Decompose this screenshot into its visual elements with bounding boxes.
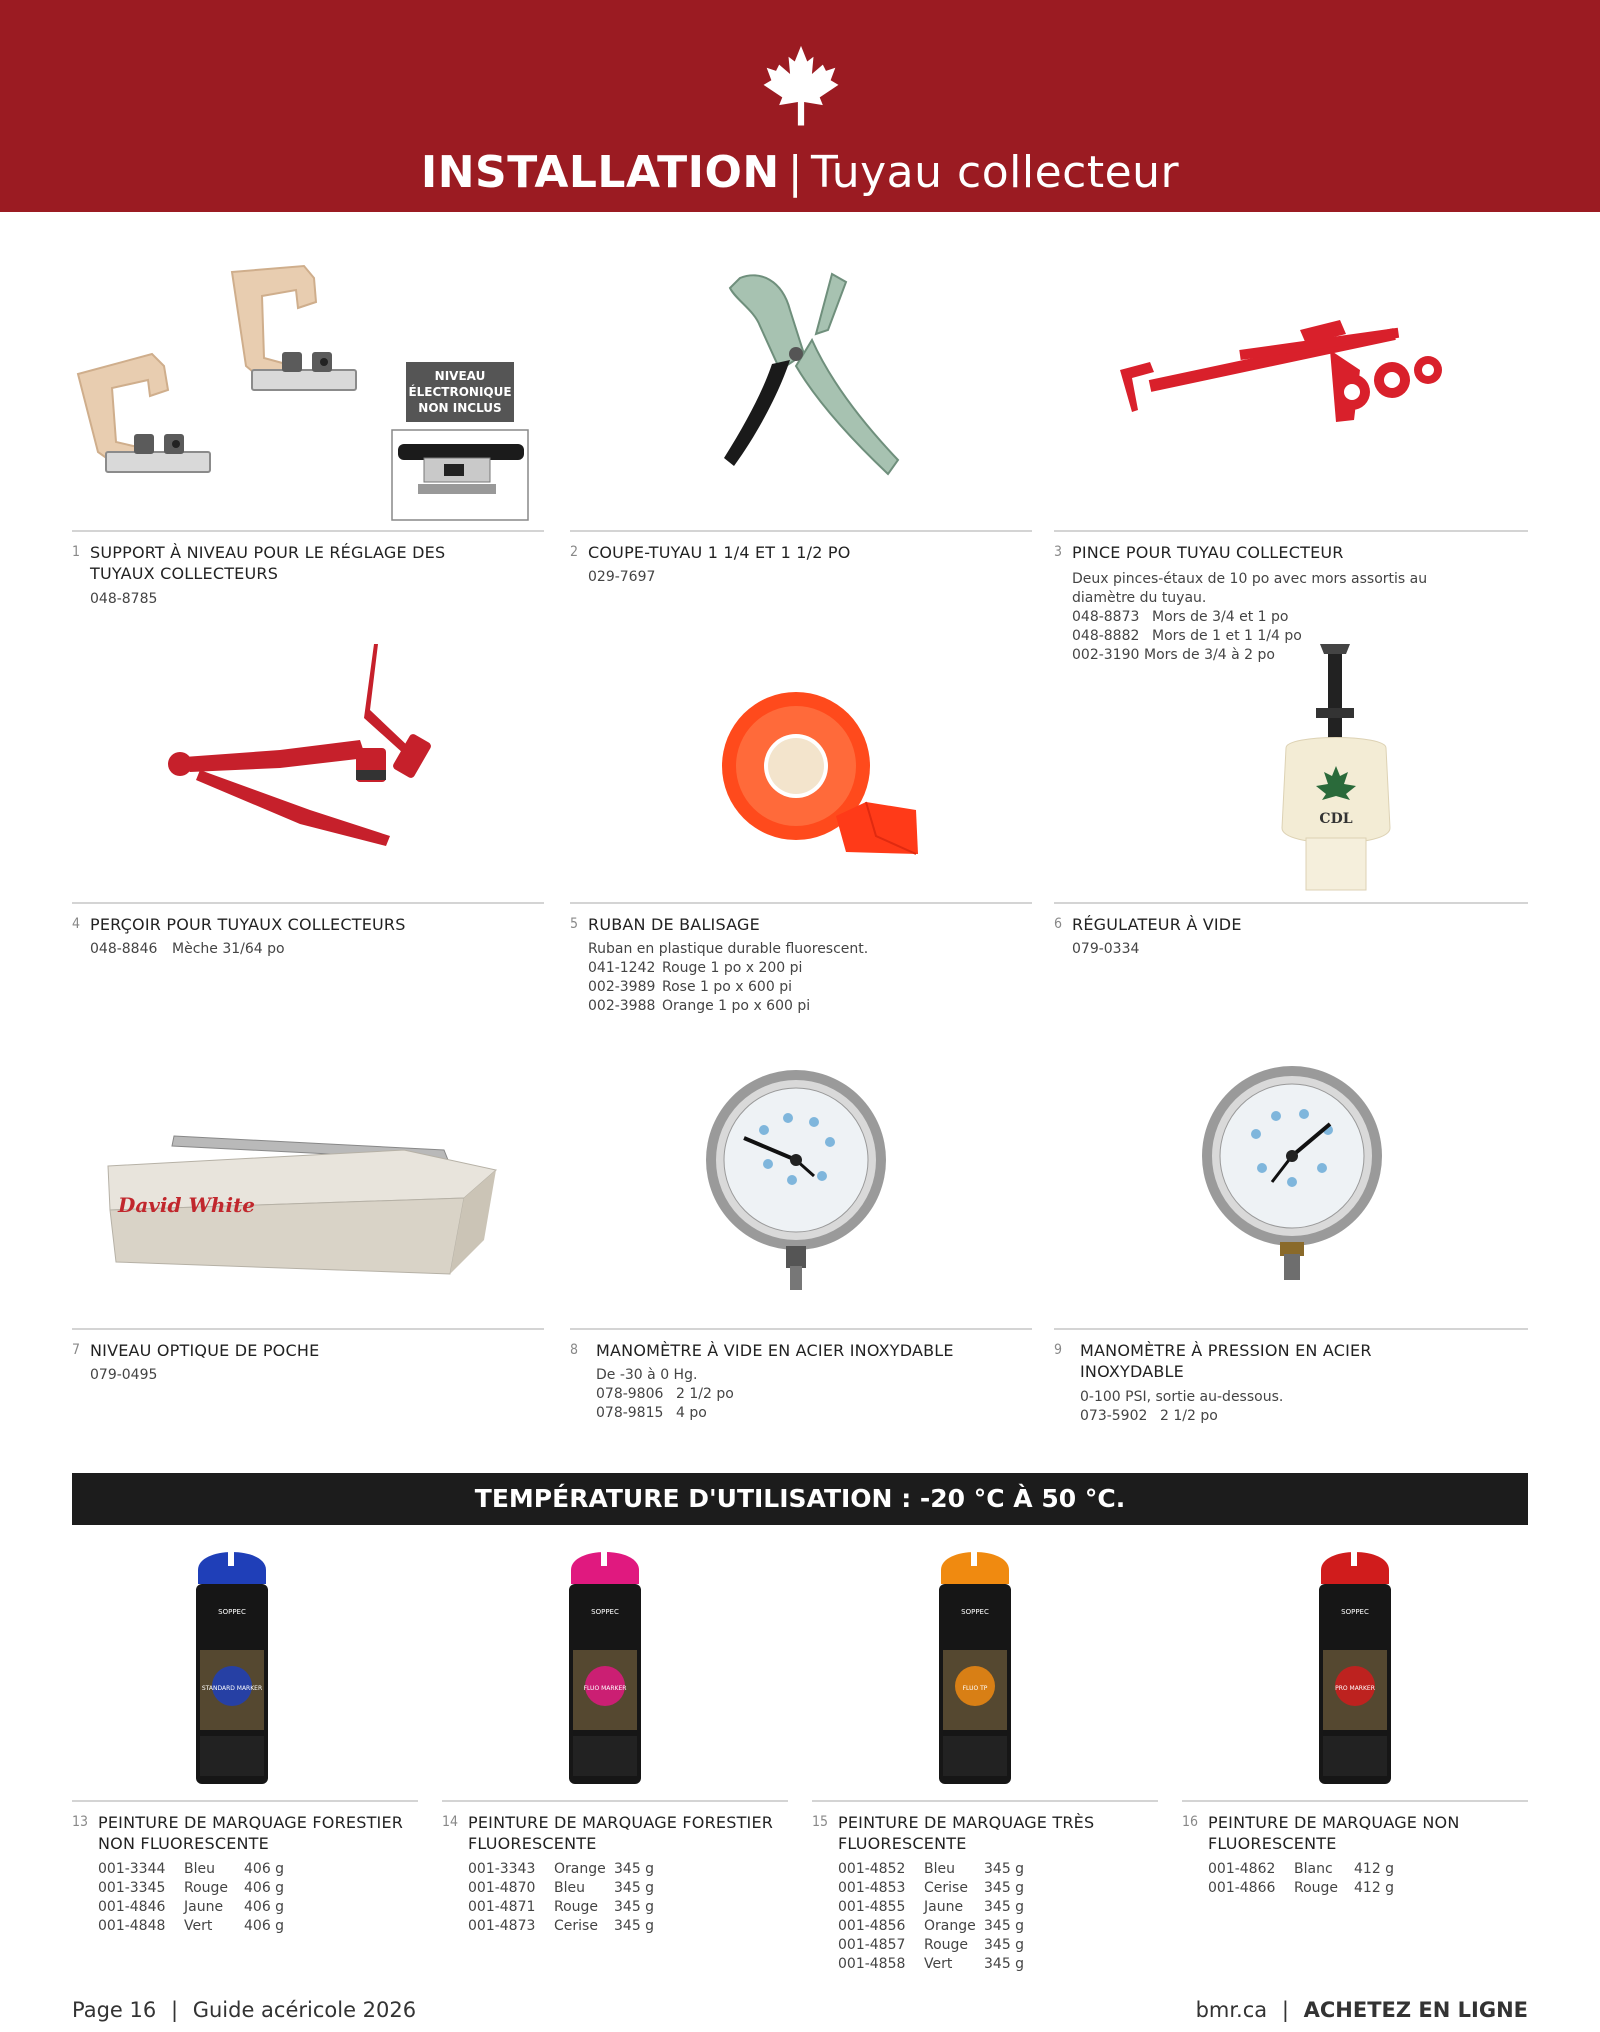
sku-code: 001-3343 xyxy=(468,1861,536,1877)
product-9 xyxy=(1054,1328,1528,1428)
product-number: 2 xyxy=(570,544,579,560)
divider xyxy=(570,530,1032,532)
sku-table xyxy=(1208,1860,1414,1898)
badge-line1: NIVEAU xyxy=(434,369,486,383)
sku-detail: 2 1/2 po xyxy=(676,1386,734,1402)
divider xyxy=(72,1328,544,1330)
divider xyxy=(72,1800,418,1802)
sku-row xyxy=(90,940,285,959)
can-brand-text: SOPPEC xyxy=(961,1608,989,1616)
divider xyxy=(72,530,544,532)
sku-table xyxy=(98,1860,304,1936)
product-sku: 029-7697 xyxy=(588,569,656,585)
sku-code: 001-4858 xyxy=(838,1956,906,1972)
product-number: 8 xyxy=(570,1342,579,1358)
level-support-image xyxy=(72,262,542,522)
sku-detail: Mors de 3/4 et 1 po xyxy=(1152,609,1289,625)
product-name-line2: INOXYDABLE xyxy=(1080,1362,1184,1381)
sku-weight: 345 g xyxy=(614,1880,655,1896)
sku-detail: Rose 1 po x 600 pi xyxy=(662,979,792,995)
product-2 xyxy=(570,530,1032,630)
level-brand-text: David White xyxy=(118,1193,256,1217)
sku-code: 078-9815 xyxy=(596,1405,664,1421)
product-name: PERÇOIR POUR TUYAUX COLLECTEURS xyxy=(90,915,406,934)
sku-color: Bleu xyxy=(924,1861,955,1877)
maple-leaf-icon xyxy=(762,44,840,132)
sku-weight: 345 g xyxy=(984,1861,1025,1877)
sku-detail: 2 1/2 po xyxy=(1160,1408,1218,1424)
paint-product-14 xyxy=(442,1800,788,1980)
footer-separator: | xyxy=(1281,1998,1289,2022)
divider xyxy=(1054,902,1528,904)
sku-code: 001-4846 xyxy=(98,1899,166,1915)
product-number: 15 xyxy=(812,1814,829,1830)
sku-code: 002-3988 xyxy=(588,998,656,1014)
sku-code: 001-4853 xyxy=(838,1880,906,1896)
sku-row xyxy=(1080,1407,1283,1426)
sku-weight: 345 g xyxy=(984,1880,1025,1896)
spray-can-image xyxy=(563,1540,647,1790)
sku-color: Jaune xyxy=(924,1899,964,1915)
product-name-line: FLUORESCENTE xyxy=(1208,1834,1337,1853)
temperature-banner: TEMPÉRATURE D'UTILISATION : -20 °C À 50 °C. xyxy=(72,1473,1528,1525)
sku-color: Blanc xyxy=(1294,1861,1333,1877)
product-number: 3 xyxy=(1054,544,1063,560)
sku-row xyxy=(838,1879,1044,1898)
sku-color: Orange xyxy=(924,1918,976,1934)
page-number: Page 16 xyxy=(72,1998,157,2022)
footer-separator: | xyxy=(170,1998,179,2022)
sku-code: 002-3190 xyxy=(1072,647,1140,663)
sku-row xyxy=(596,1404,734,1423)
product-description xyxy=(588,940,868,1016)
product-8 xyxy=(570,1328,1032,1428)
desc-line1: De -30 à 0 Hg. xyxy=(596,1367,698,1383)
spray-can-image xyxy=(190,1540,274,1790)
product-name xyxy=(468,1812,773,1854)
paint-product-15 xyxy=(812,1800,1158,1980)
product-number: 5 xyxy=(570,916,579,932)
badge-line2: ÉLECTRONIQUE xyxy=(408,385,512,399)
sku-weight: 406 g xyxy=(244,1899,285,1915)
sku-color: Orange xyxy=(554,1861,606,1877)
sku-code: 048-8846 xyxy=(90,941,158,957)
product-name-line1: MANOMÈTRE À PRESSION EN ACIER xyxy=(1080,1341,1372,1360)
can-brand-text: SOPPEC xyxy=(218,1608,246,1616)
product-sku: 048-8785 xyxy=(90,591,158,607)
sku-code: 001-4862 xyxy=(1208,1861,1276,1877)
sku-weight: 345 g xyxy=(984,1899,1025,1915)
product-name-line: PEINTURE DE MARQUAGE NON xyxy=(1208,1813,1460,1832)
pressure-gauge-image xyxy=(1200,1064,1386,1290)
product-name-line: NON FLUORESCENTE xyxy=(98,1834,269,1853)
sku-row xyxy=(838,1955,1044,1974)
sku-color: Jaune xyxy=(184,1899,224,1915)
product-4 xyxy=(72,902,544,982)
sku-row xyxy=(838,1936,1044,1955)
product-name-line: PEINTURE DE MARQUAGE FORESTIER xyxy=(98,1813,404,1832)
product-description xyxy=(596,1366,734,1423)
sku-weight: 406 g xyxy=(244,1918,285,1934)
sku-weight: 345 g xyxy=(984,1956,1025,1972)
sku-color: Rouge xyxy=(184,1880,229,1896)
product-name xyxy=(98,1812,403,1854)
sku-code: 001-4855 xyxy=(838,1899,906,1915)
product-sku: 079-0495 xyxy=(90,1367,158,1383)
sku-weight: 345 g xyxy=(614,1918,655,1934)
sku-row xyxy=(1072,608,1427,627)
site-link[interactable]: bmr.ca xyxy=(1195,1998,1268,2022)
sku-color: Vert xyxy=(184,1918,213,1934)
pipe-clamp-image xyxy=(1110,310,1460,450)
sku-code: 001-4856 xyxy=(838,1918,906,1934)
sku-color: Bleu xyxy=(184,1861,215,1877)
sku-code: 041-1242 xyxy=(588,960,656,976)
product-name xyxy=(838,1812,1094,1854)
sku-weight: 406 g xyxy=(244,1861,285,1877)
product-name-line1: SUPPORT À NIVEAU POUR LE RÉGLAGE DES xyxy=(90,543,446,562)
product-number: 1 xyxy=(72,544,81,560)
sku-detail: Mèche 31/64 po xyxy=(172,941,285,957)
sku-row xyxy=(838,1860,1044,1879)
product-name: NIVEAU OPTIQUE DE POCHE xyxy=(90,1341,320,1360)
sku-color: Rouge xyxy=(1294,1880,1339,1896)
sku-row xyxy=(838,1917,1044,1936)
footer-page-info xyxy=(72,1998,416,2022)
product-name-line: FLUORESCENTE xyxy=(468,1834,597,1853)
product-name-line2: TUYAUX COLLECTEURS xyxy=(90,564,279,583)
flagging-tape-image xyxy=(716,686,926,866)
sku-weight: 412 g xyxy=(1354,1861,1395,1877)
sku-row xyxy=(588,959,868,978)
title-light: Tuyau collecteur xyxy=(811,147,1180,198)
product-5 xyxy=(570,902,1032,1022)
desc-line1: Deux pinces-étaux de 10 po avec mors assortis au xyxy=(1072,571,1428,587)
sku-row xyxy=(468,1917,674,1936)
spray-can-image xyxy=(1313,1540,1397,1790)
product-number: 6 xyxy=(1054,916,1063,932)
product-name xyxy=(1080,1340,1372,1382)
product-name-line: PEINTURE DE MARQUAGE TRÈS xyxy=(838,1813,1095,1832)
product-name xyxy=(90,542,445,584)
sku-code: 001-4852 xyxy=(838,1861,906,1877)
product-name-line: PEINTURE DE MARQUAGE FORESTIER xyxy=(468,1813,774,1832)
page-title xyxy=(0,143,1600,203)
product-name xyxy=(1208,1812,1460,1854)
sku-color: Rouge xyxy=(924,1937,969,1953)
sku-detail: 4 po xyxy=(676,1405,707,1421)
sku-detail: Rouge 1 po x 200 pi xyxy=(662,960,803,976)
product-description xyxy=(1080,1388,1283,1426)
sku-weight: 345 g xyxy=(614,1861,655,1877)
sku-row xyxy=(1208,1860,1414,1879)
title-bold: INSTALLATION xyxy=(420,147,780,198)
sku-row xyxy=(468,1879,674,1898)
product-number: 16 xyxy=(1182,1814,1199,1830)
product-name: RÉGULATEUR À VIDE xyxy=(1072,915,1242,934)
can-label-text: STANDARD MARKER xyxy=(201,1685,263,1692)
product-number: 4 xyxy=(72,916,81,932)
optical-level-image xyxy=(104,1130,504,1290)
product-6 xyxy=(1054,902,1528,982)
pipe-cutter-image xyxy=(720,270,920,480)
product-name-line: FLUORESCENTE xyxy=(838,1834,967,1853)
sku-code: 001-4866 xyxy=(1208,1880,1276,1896)
sku-code: 001-3345 xyxy=(98,1880,166,1896)
can-brand-text: SOPPEC xyxy=(591,1608,619,1616)
sku-detail: Orange 1 po x 600 pi xyxy=(662,998,811,1014)
sku-color: Cerise xyxy=(554,1918,598,1934)
product-7 xyxy=(72,1328,544,1408)
sku-row xyxy=(98,1898,304,1917)
sku-table xyxy=(468,1860,674,1936)
divider xyxy=(812,1800,1158,1802)
divider xyxy=(442,1800,788,1802)
sku-code: 078-9806 xyxy=(596,1386,664,1402)
vacuum-gauge-image xyxy=(704,1068,890,1294)
product-name: COUPE-TUYAU 1 1/4 ET 1 1/2 PO xyxy=(588,543,851,562)
paint-product-16 xyxy=(1182,1800,1528,1980)
sku-color: Vert xyxy=(924,1956,953,1972)
sku-color: Cerise xyxy=(924,1880,968,1896)
sku-weight: 406 g xyxy=(244,1880,285,1896)
divider xyxy=(72,902,544,904)
sku-color: Rouge xyxy=(554,1899,599,1915)
spray-can-image xyxy=(933,1540,1017,1790)
sku-color: Bleu xyxy=(554,1880,585,1896)
footer-site-info xyxy=(1196,1998,1528,2022)
sku-code: 001-4871 xyxy=(468,1899,536,1915)
sku-detail: Mors de 3/4 à 2 po xyxy=(1144,647,1275,663)
divider xyxy=(1182,1800,1528,1802)
header-drill-image xyxy=(160,640,460,860)
divider xyxy=(1054,1328,1528,1330)
sku-code: 001-4873 xyxy=(468,1918,536,1934)
can-brand-text: SOPPEC xyxy=(1341,1608,1369,1616)
sku-code: 073-5902 xyxy=(1080,1408,1148,1424)
sku-code: 001-4857 xyxy=(838,1937,906,1953)
can-label-text: PRO MARKER xyxy=(1335,1685,1375,1692)
product-number: 7 xyxy=(72,1342,81,1358)
product-number: 14 xyxy=(442,1814,459,1830)
sku-row xyxy=(838,1898,1044,1917)
sku-weight: 345 g xyxy=(984,1918,1025,1934)
sku-row xyxy=(1208,1879,1414,1898)
sku-code: 048-8882 xyxy=(1072,628,1140,644)
sku-row xyxy=(588,997,868,1016)
sku-weight: 345 g xyxy=(614,1899,655,1915)
sku-detail: Mors de 1 et 1 1/4 po xyxy=(1152,628,1302,644)
product-1 xyxy=(72,530,544,630)
divider xyxy=(570,902,1032,904)
desc-line2: diamètre du tuyau. xyxy=(1072,590,1207,606)
sku-row xyxy=(588,978,868,997)
divider xyxy=(570,1328,1032,1330)
product-name: PINCE POUR TUYAU COLLECTEUR xyxy=(1072,543,1344,562)
sku-code: 002-3989 xyxy=(588,979,656,995)
sku-row xyxy=(596,1385,734,1404)
sku-code: 001-4870 xyxy=(468,1880,536,1896)
sku-code: 048-8873 xyxy=(1072,609,1140,625)
desc-line1: Ruban en plastique durable fluorescent. xyxy=(588,941,869,957)
sku-weight: 412 g xyxy=(1354,1880,1395,1896)
sku-row xyxy=(98,1860,304,1879)
product-name: MANOMÈTRE À VIDE EN ACIER INOXYDABLE xyxy=(596,1341,954,1360)
desc-line1: 0-100 PSI, sortie au-dessous. xyxy=(1080,1389,1284,1405)
can-label-text: FLUO TP xyxy=(962,1685,988,1692)
sku-table xyxy=(838,1860,1044,1974)
sku-row xyxy=(468,1898,674,1917)
vacuum-regulator-image xyxy=(1276,638,1396,898)
product-number: 9 xyxy=(1054,1342,1063,1358)
sku-weight: 345 g xyxy=(984,1937,1025,1953)
sku-row xyxy=(98,1879,304,1898)
product-sku: 079-0334 xyxy=(1072,941,1140,957)
sku-row xyxy=(98,1917,304,1936)
badge-line3: NON INCLUS xyxy=(418,401,502,415)
sku-code: 001-3344 xyxy=(98,1861,166,1877)
page-header xyxy=(0,0,1600,212)
product-name: RUBAN DE BALISAGE xyxy=(588,915,760,934)
paint-product-13 xyxy=(72,1800,418,1980)
sku-code: 001-4848 xyxy=(98,1918,166,1934)
shop-online-link[interactable]: ACHETEZ EN LIGNE xyxy=(1303,1998,1528,2022)
can-label-text: FLUO MARKER xyxy=(583,1685,627,1692)
divider xyxy=(1054,530,1528,532)
product-number: 13 xyxy=(72,1814,89,1830)
title-separator: | xyxy=(787,147,804,198)
guide-name: Guide acéricole 2026 xyxy=(192,1998,417,2022)
regulator-logo-text: CDL xyxy=(1319,811,1353,827)
sku-row xyxy=(468,1860,674,1879)
